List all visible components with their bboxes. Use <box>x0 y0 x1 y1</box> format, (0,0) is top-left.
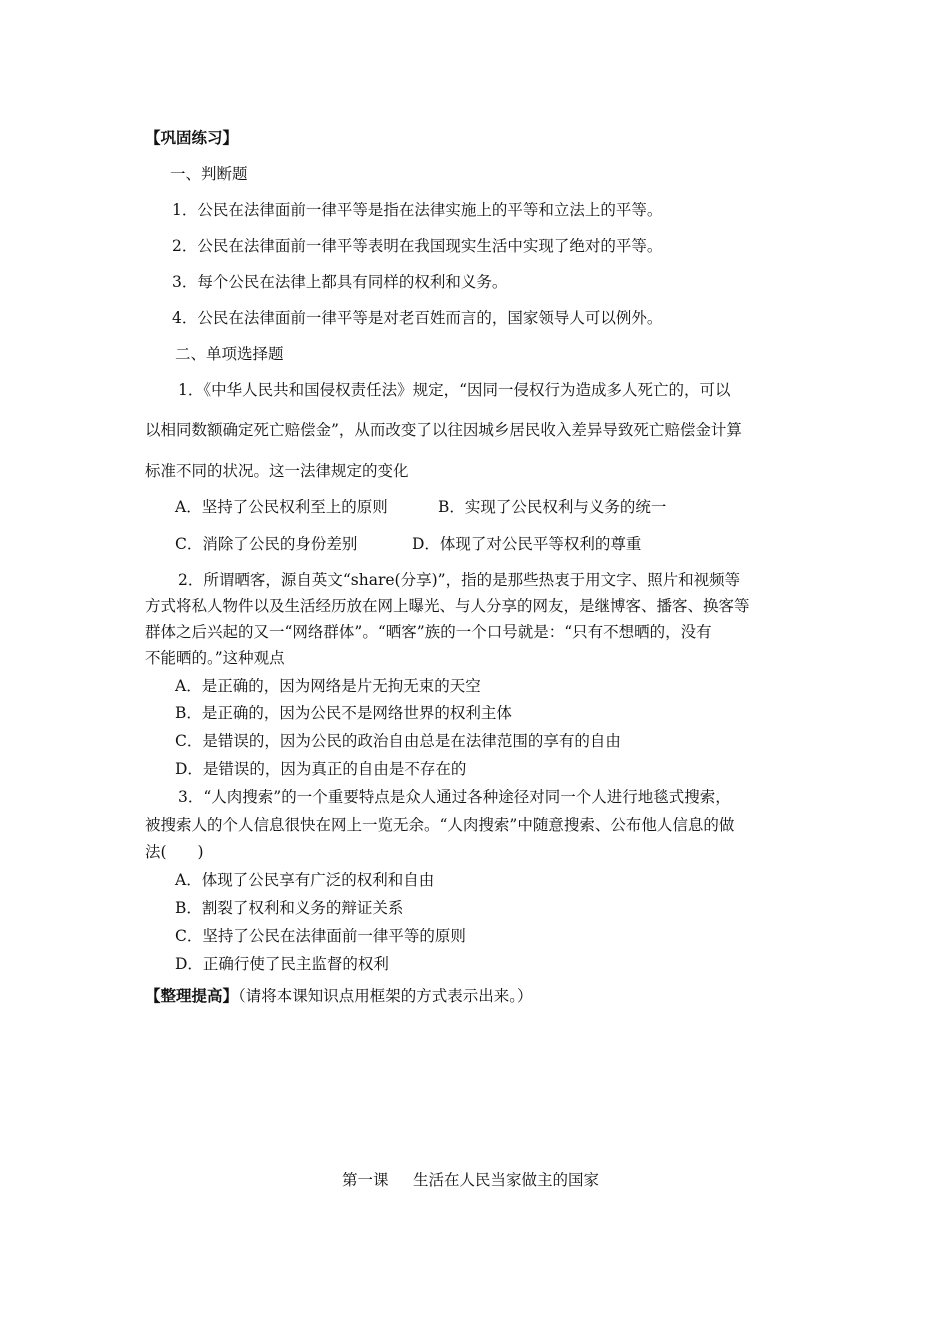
summary-heading: 【整理提高】 <box>145 986 239 1005</box>
q1-line-2: 以相同数额确定死亡赔偿金”，从而改变了以往因城乡居民收入差异导致死亡赔偿金计算 <box>145 421 742 439</box>
q2-line-4: 不能晒的。”这种观点 <box>145 649 285 667</box>
tf-item-4: 4．公民在法律面前一律平等是对老百姓而言的，国家领导人可以例外。 <box>172 309 663 327</box>
q2-option-b: B．是正确的，因为公民不是网络世界的权利主体 <box>175 704 512 722</box>
q1-option-d: D．体现了对公民平等权利的尊重 <box>412 535 642 553</box>
q2-line-3: 群体之后兴起的又一“网络群体”。“晒客”族的一个口号就是：“只有不想晒的，没有 <box>145 623 712 641</box>
section-single-choice-title: 二、单项选择题 <box>175 345 284 363</box>
q3-option-c: C．坚持了公民在法律面前一律平等的原则 <box>175 927 466 945</box>
q2-option-d: D．是错误的，因为真正的自由是不存在的 <box>175 760 467 778</box>
q3-line-1: 3．“人肉搜索”的一个重要特点是众人通过各种途径对同一个人进行地毯式搜索， <box>178 788 731 806</box>
q1-option-b: B．实现了公民权利与义务的统一 <box>438 498 667 516</box>
q2-line-2: 方式将私人物件以及生活经历放在网上曝光、与人分享的网友，是继博客、播客、换客等 <box>145 597 750 615</box>
q1-line-1: 1．《中华人民共和国侵权责任法》规定，“因同一侵权行为造成多人死亡的，可以 <box>178 381 731 399</box>
tf-item-3: 3．每个公民在法律上都具有同样的权利和义务。 <box>172 273 508 291</box>
q3-option-d: D．正确行使了民主监督的权利 <box>175 955 389 973</box>
q2-line-1: 2．所谓晒客，源自英文“share(分享)”，指的是那些热衷于用文字、照片和视频等 <box>178 571 741 589</box>
q3-line-3: 法( ) <box>145 843 204 861</box>
q2-option-a: A．是正确的，因为网络是片无拘无束的天空 <box>175 677 481 695</box>
tf-item-2: 2．公民在法律面前一律平等表明在我国现实生活中实现了绝对的平等。 <box>172 237 663 255</box>
summary-instruction: （请将本课知识点用框架的方式表示出来。） <box>238 987 533 1005</box>
tf-item-1: 1．公民在法律面前一律平等是指在法律实施上的平等和立法上的平等。 <box>172 201 663 219</box>
summary-section <box>145 986 533 1006</box>
q1-option-c: C．消除了公民的身份差别 <box>175 535 358 553</box>
q1-line-3: 标准不同的状况。这一法律规定的变化 <box>145 462 409 480</box>
consolidation-heading: 【巩固练习】 <box>145 128 239 147</box>
q3-option-b: B．割裂了权利和义务的辩证关系 <box>175 899 404 917</box>
q3-option-a: A．体现了公民享有广泛的权利和自由 <box>175 871 435 889</box>
q2-option-c: C．是错误的，因为公民的政治自由总是在法律范围的享有的自由 <box>175 732 621 750</box>
q1-option-a: A．坚持了公民权利至上的原则 <box>175 498 388 516</box>
q3-line-2: 被搜索人的个人信息很快在网上一览无余。“人肉搜索”中随意搜索、公布他人信息的做 <box>145 816 735 834</box>
footer-lesson: 第一课 <box>342 1171 389 1189</box>
section-true-false-title: 一、判断题 <box>170 165 248 183</box>
footer-title: 生活在人民当家做主的国家 <box>413 1171 600 1189</box>
